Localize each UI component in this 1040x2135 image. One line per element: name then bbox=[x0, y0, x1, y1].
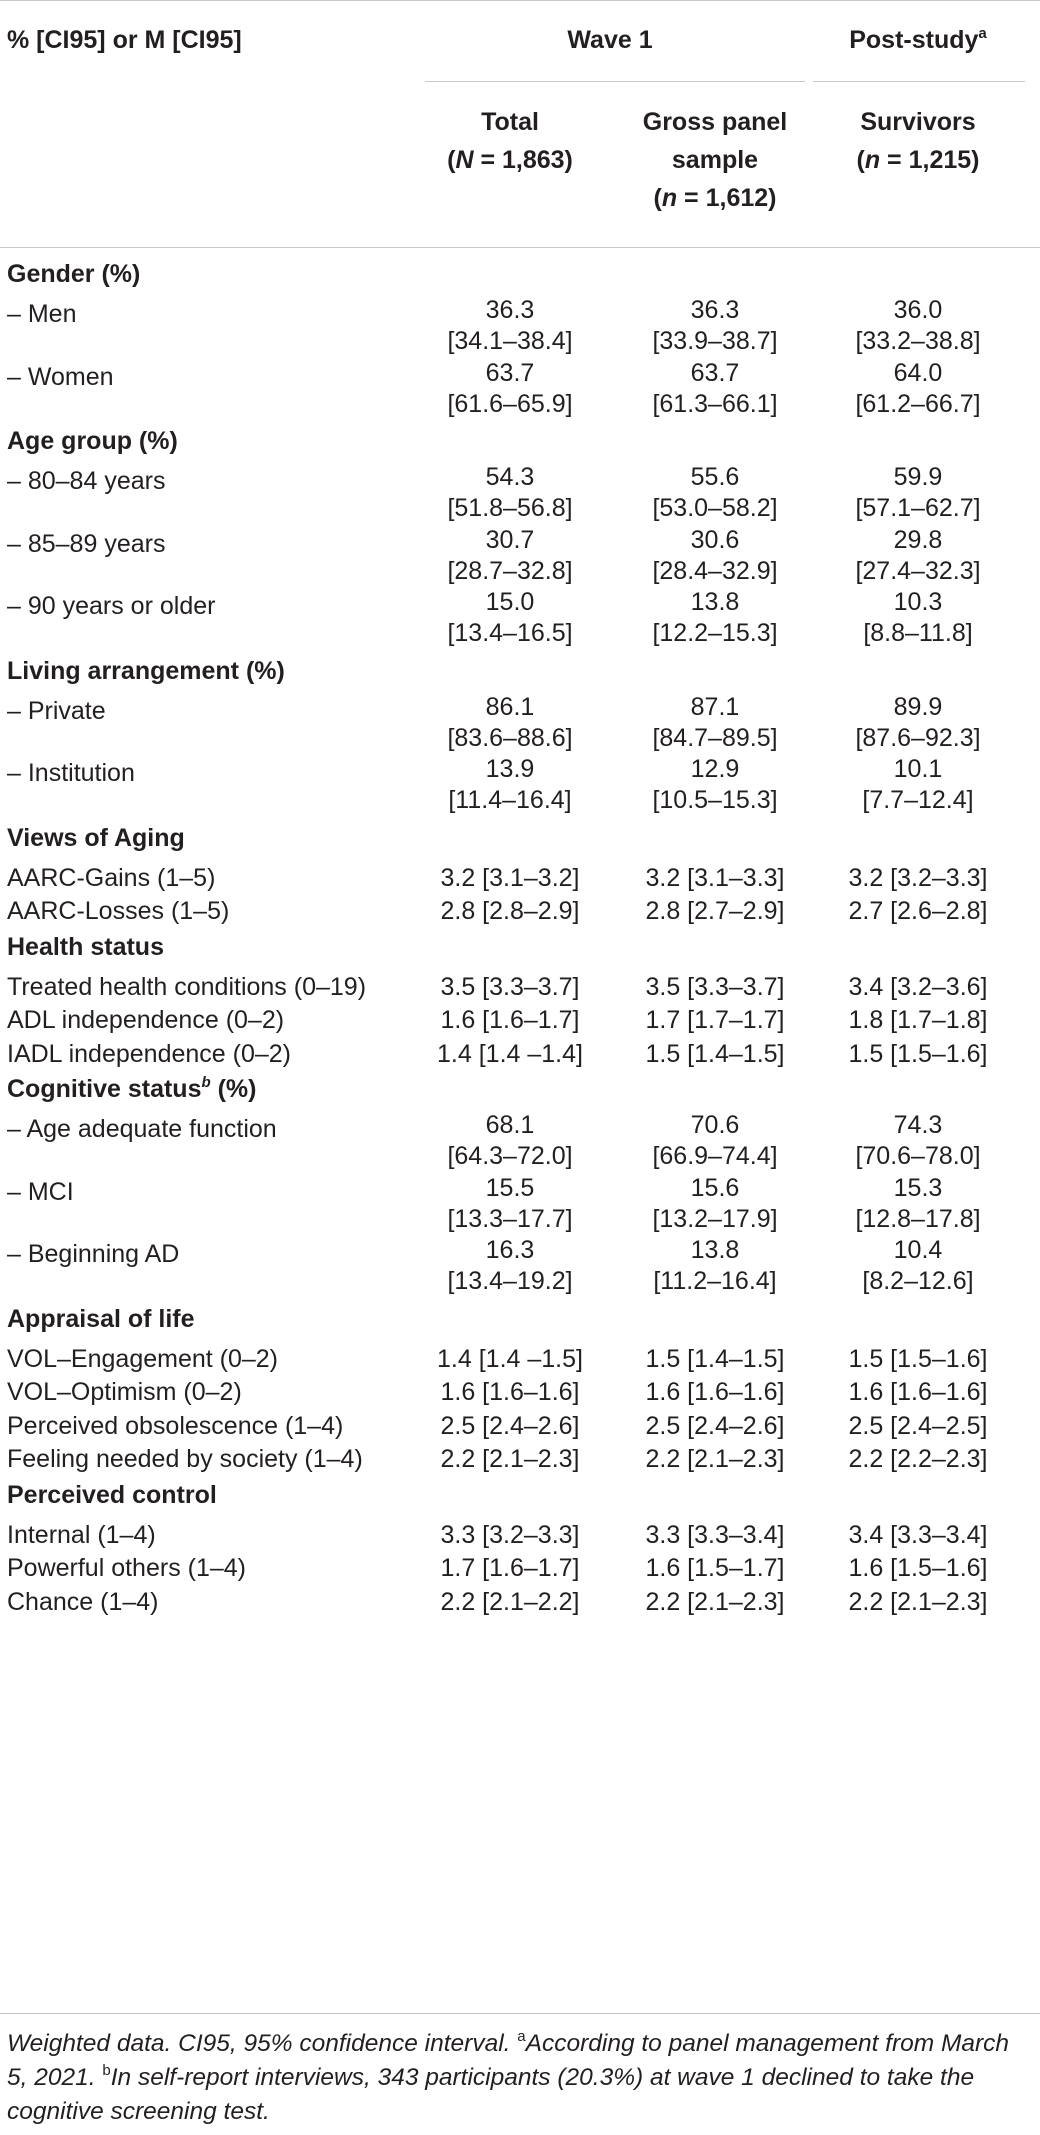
row-label: VOL–Engagement (0–2) bbox=[7, 1344, 279, 1373]
wave1-rule bbox=[425, 81, 805, 82]
estimate: 15.6 bbox=[690, 1173, 740, 1202]
value-cell bbox=[615, 525, 815, 587]
value-cell: 1.5 [1.5–1.6] bbox=[848, 1039, 988, 1068]
confidence-interval: [53.0–58.2] bbox=[652, 494, 778, 522]
value-cell: 1.6 [1.5–1.6] bbox=[848, 1554, 988, 1582]
header-total: Total (N = 1,863) bbox=[447, 108, 573, 174]
estimate: 64.0 bbox=[893, 358, 943, 387]
confidence-interval: [28.4–32.9] bbox=[652, 556, 778, 585]
value-cell bbox=[400, 754, 620, 816]
value-cell: 1.7 [1.7–1.7] bbox=[645, 1006, 785, 1034]
section-heading: Living arrangement (%) bbox=[7, 656, 285, 685]
value-cell: 3.4 [3.3–3.4] bbox=[848, 1520, 988, 1549]
row-label: – 85–89 years bbox=[7, 529, 166, 558]
section-heading: Gender (%) bbox=[7, 260, 141, 288]
confidence-interval: [28.7–32.8] bbox=[447, 556, 573, 585]
value-cell bbox=[615, 462, 815, 524]
value-cell: 1.6 [1.5–1.7] bbox=[645, 1554, 785, 1582]
value-cell bbox=[400, 692, 620, 754]
value-cell: 1.5 [1.5–1.6] bbox=[848, 1344, 988, 1373]
section-heading: Views of Aging bbox=[7, 823, 185, 852]
table-footnote: Weighted data. CI95, 95% confidence interval. $^a$According to panel management from March 5, 2021. $^b$In self-report interviews, 343 participants (20.3%) at wave 1 declined to take the cognitive screening test. bbox=[7, 2028, 1010, 2125]
section-heading: Appraisal of life bbox=[7, 1304, 195, 1333]
value-cell bbox=[818, 754, 1018, 816]
estimate: 10.4 bbox=[893, 1236, 943, 1264]
value-cell: 2.8 [2.7–2.9] bbox=[645, 897, 785, 925]
value-cell: 2.5 [2.4–2.6] bbox=[645, 1411, 785, 1440]
confidence-interval: [8.2–12.6] bbox=[862, 1267, 974, 1295]
value-cell: 2.2 [2.1–2.3] bbox=[440, 1445, 580, 1473]
value-cell: 2.5 [2.4–2.5] bbox=[848, 1411, 988, 1440]
row-label: – 90 years or older bbox=[7, 592, 216, 620]
confidence-interval: [13.4–19.2] bbox=[447, 1267, 573, 1295]
value-cell: 3.5 [3.3–3.7] bbox=[645, 972, 785, 1001]
confidence-interval: [7.7–12.4] bbox=[862, 786, 974, 814]
estimate: 54.3 bbox=[485, 463, 535, 491]
value-cell: 1.6 [1.6–1.7] bbox=[440, 1006, 580, 1034]
row-label: Treated health conditions (0–19) bbox=[7, 972, 367, 1001]
value-cell bbox=[615, 358, 815, 420]
value-cell bbox=[400, 1110, 620, 1172]
value-cell: 3.2 [3.1–3.2] bbox=[440, 863, 580, 892]
value-cell bbox=[615, 1235, 815, 1297]
confidence-interval: [83.6–88.6] bbox=[447, 723, 573, 752]
estimate: 13.8 bbox=[690, 588, 740, 616]
value-cell bbox=[400, 462, 620, 524]
confidence-interval: [11.4–16.4] bbox=[448, 786, 572, 814]
row-label: – Institution bbox=[7, 759, 135, 787]
estimate: 13.8 bbox=[690, 1236, 740, 1264]
confidence-interval: [61.6–65.9] bbox=[447, 389, 573, 418]
header-wave1: Wave 1 bbox=[567, 26, 653, 54]
estimate: 74.3 bbox=[893, 1111, 943, 1139]
section-heading: Health status bbox=[7, 932, 164, 961]
section-heading: Age group (%) bbox=[7, 427, 178, 455]
estimate: 59.9 bbox=[893, 463, 943, 491]
confidence-interval: [64.3–72.0] bbox=[447, 1142, 573, 1170]
value-cell bbox=[400, 587, 620, 649]
value-cell: 3.3 [3.2–3.3] bbox=[440, 1520, 580, 1549]
estimate: 10.3 bbox=[893, 588, 943, 616]
post-study-rule bbox=[813, 81, 1025, 82]
estimate: 55.6 bbox=[690, 463, 740, 491]
confidence-interval: [27.4–32.3] bbox=[855, 556, 981, 585]
row-label: – Private bbox=[7, 696, 106, 725]
estimate: 63.7 bbox=[690, 358, 740, 387]
confidence-interval: [34.1–38.4] bbox=[447, 327, 573, 355]
estimate: 10.1 bbox=[893, 755, 943, 783]
row-label: – Beginning AD bbox=[7, 1240, 180, 1268]
estimate: 15.0 bbox=[485, 588, 535, 616]
header-survivors: Survivors (n = 1,215) bbox=[856, 108, 980, 174]
header-post-study: Post-study$^a$ bbox=[849, 25, 987, 54]
value-cell: 1.4 [1.4 –1.5] bbox=[437, 1344, 583, 1373]
row-label: Powerful others (1–4) bbox=[7, 1554, 247, 1582]
estimate: 68.1 bbox=[485, 1111, 535, 1139]
value-cell bbox=[615, 754, 815, 816]
value-cell: 2.2 [2.2–2.3] bbox=[848, 1445, 988, 1473]
value-cell bbox=[615, 587, 815, 649]
estimate: 30.7 bbox=[485, 525, 535, 554]
confidence-interval: [70.6–78.0] bbox=[855, 1142, 981, 1170]
estimate: 63.7 bbox=[485, 358, 535, 387]
value-cell bbox=[400, 1235, 620, 1297]
estimate: 36.0 bbox=[893, 296, 943, 324]
value-cell bbox=[818, 1110, 1018, 1172]
value-cell bbox=[818, 358, 1018, 420]
row-label: AARC-Losses (1–5) bbox=[7, 897, 230, 925]
confidence-interval: [33.2–38.8] bbox=[855, 327, 981, 355]
row-label: AARC-Gains (1–5) bbox=[7, 863, 216, 892]
top-rule bbox=[0, 0, 1040, 1]
estimate: 15.3 bbox=[893, 1173, 943, 1202]
confidence-interval: [51.8–56.8] bbox=[447, 494, 573, 522]
header-gross-panel: Gross panel sample (n = 1,612) bbox=[642, 108, 788, 212]
confidence-interval: [61.3–66.1] bbox=[652, 389, 778, 418]
confidence-interval: [84.7–89.5] bbox=[652, 723, 778, 752]
confidence-interval: [66.9–74.4] bbox=[652, 1142, 778, 1170]
estimate: 13.9 bbox=[485, 755, 535, 783]
row-label: ADL independence (0–2) bbox=[7, 1006, 285, 1034]
row-label: Feeling needed by society (1–4) bbox=[7, 1445, 363, 1473]
value-cell bbox=[818, 587, 1018, 649]
section-heading: Perceived control bbox=[7, 1480, 217, 1509]
value-cell bbox=[818, 1235, 1018, 1297]
confidence-interval: [87.6–92.3] bbox=[855, 723, 981, 752]
confidence-interval: [13.2–17.9] bbox=[652, 1204, 778, 1233]
row-label: – Men bbox=[7, 300, 77, 328]
row-label: – Women bbox=[7, 362, 114, 391]
estimate: 12.9 bbox=[690, 755, 740, 783]
value-cell: 1.5 [1.4–1.5] bbox=[645, 1344, 785, 1373]
value-cell: 2.2 [2.1–2.3] bbox=[645, 1587, 785, 1616]
row-label: VOL–Optimism (0–2) bbox=[7, 1378, 242, 1406]
value-cell bbox=[818, 525, 1018, 587]
row-label: Perceived obsolescence (1–4) bbox=[7, 1411, 344, 1440]
value-cell bbox=[818, 462, 1018, 524]
value-cell bbox=[615, 1173, 815, 1235]
section-heading: Cognitive status$^b$ (%) bbox=[7, 1074, 257, 1103]
estimate: 30.6 bbox=[690, 525, 740, 554]
confidence-interval: [33.9–38.7] bbox=[652, 327, 778, 355]
value-cell: 3.5 [3.3–3.7] bbox=[440, 972, 580, 1001]
value-cell: 2.2 [2.1–2.2] bbox=[440, 1587, 580, 1616]
confidence-interval: [57.1–62.7] bbox=[855, 494, 981, 522]
value-cell bbox=[615, 295, 815, 357]
estimate: 87.1 bbox=[690, 692, 740, 721]
value-cell: 1.6 [1.6–1.6] bbox=[645, 1378, 785, 1406]
estimate: 29.8 bbox=[893, 525, 943, 554]
value-cell: 1.7 [1.6–1.7] bbox=[440, 1554, 580, 1582]
value-cell: 1.8 [1.7–1.8] bbox=[848, 1006, 988, 1034]
value-cell bbox=[400, 295, 620, 357]
row-label: – Age adequate function bbox=[7, 1115, 277, 1143]
confidence-interval: [10.5–15.3] bbox=[652, 786, 778, 814]
value-cell: 1.6 [1.6–1.6] bbox=[440, 1378, 580, 1406]
value-cell: 1.6 [1.6–1.6] bbox=[848, 1378, 988, 1406]
value-cell: 3.2 [3.1–3.3] bbox=[645, 863, 785, 892]
confidence-interval: [12.8–17.8] bbox=[855, 1204, 981, 1233]
value-cell bbox=[400, 1173, 620, 1235]
value-cell bbox=[615, 692, 815, 754]
estimate: 70.6 bbox=[690, 1111, 740, 1139]
confidence-interval: [8.8–11.8] bbox=[863, 619, 973, 647]
row-label: – MCI bbox=[7, 1177, 74, 1206]
value-cell: 2.2 [2.1–2.3] bbox=[848, 1587, 988, 1616]
estimate: 16.3 bbox=[485, 1236, 535, 1264]
confidence-interval: [12.2–15.3] bbox=[652, 619, 778, 647]
value-cell: 2.8 [2.8–2.9] bbox=[440, 897, 580, 925]
value-cell: 1.4 [1.4 –1.4] bbox=[437, 1039, 583, 1068]
value-cell bbox=[818, 1173, 1018, 1235]
estimate: 89.9 bbox=[893, 692, 943, 721]
bottom-rule bbox=[0, 2013, 1040, 2014]
value-cell bbox=[818, 295, 1018, 357]
header-rule bbox=[0, 247, 1040, 248]
estimate: 15.5 bbox=[485, 1173, 535, 1202]
value-cell bbox=[818, 692, 1018, 754]
row-label: – 80–84 years bbox=[7, 467, 166, 495]
value-cell bbox=[400, 358, 620, 420]
value-cell: 3.2 [3.2–3.3] bbox=[848, 863, 988, 892]
value-cell: 3.3 [3.3–3.4] bbox=[645, 1520, 785, 1549]
estimate: 86.1 bbox=[485, 692, 535, 721]
confidence-interval: [13.3–17.7] bbox=[447, 1204, 573, 1233]
value-cell: 1.5 [1.4–1.5] bbox=[645, 1039, 785, 1068]
confidence-interval: [11.2–16.4] bbox=[653, 1267, 777, 1295]
value-cell: 2.2 [2.1–2.3] bbox=[645, 1445, 785, 1473]
row-label: IADL independence (0–2) bbox=[7, 1039, 291, 1068]
value-cell bbox=[615, 1110, 815, 1172]
value-cell: 2.5 [2.4–2.6] bbox=[440, 1411, 580, 1440]
value-cell: 2.7 [2.6–2.8] bbox=[848, 897, 988, 925]
value-cell: 3.4 [3.2–3.6] bbox=[848, 972, 988, 1001]
value-cell bbox=[400, 525, 620, 587]
confidence-interval: [61.2–66.7] bbox=[855, 389, 981, 418]
row-label: Chance (1–4) bbox=[7, 1587, 159, 1616]
row-label: Internal (1–4) bbox=[7, 1520, 156, 1549]
estimate: 36.3 bbox=[485, 296, 535, 324]
header-corner: % [CI95] or M [CI95] bbox=[7, 26, 242, 54]
estimate: 36.3 bbox=[690, 296, 740, 324]
confidence-interval: [13.4–16.5] bbox=[447, 619, 573, 647]
